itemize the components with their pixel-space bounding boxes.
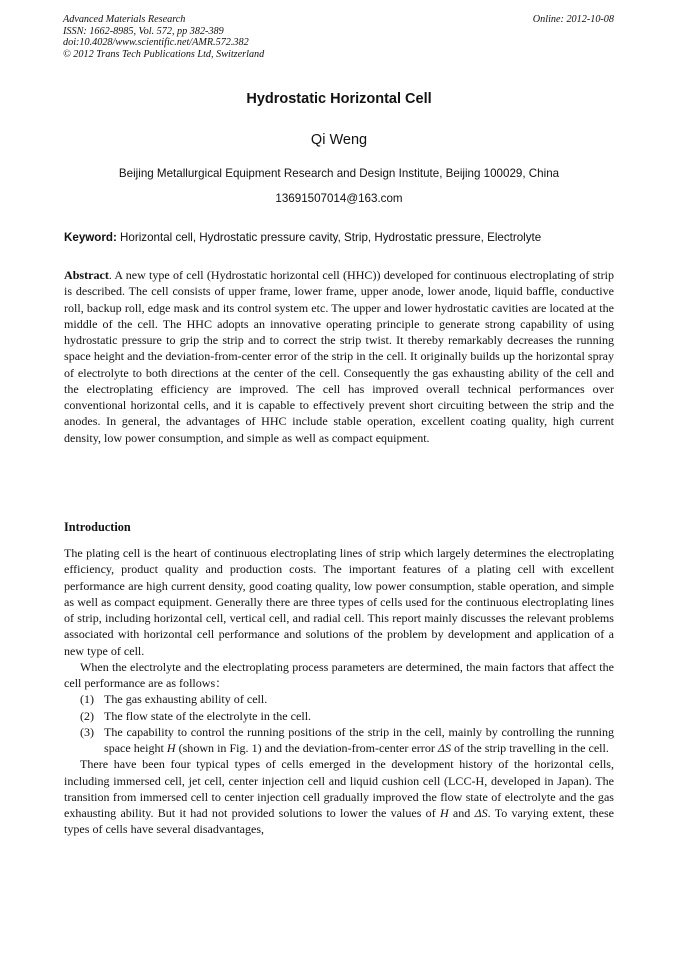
journal-name: Advanced Materials Research [63, 14, 186, 25]
journal-info [63, 14, 614, 60]
abstract-label: Abstract [64, 268, 109, 282]
abstract [64, 267, 614, 446]
variable-h: H [439, 806, 449, 820]
doi-line: doi:10.4028/www.scientific.net/AMR.572.382 [63, 37, 249, 49]
list-item-text-b: (shown in Fig. 1) and the deviation-from-center error [175, 741, 438, 755]
paper-title: Hydrostatic Horizontal Cell [246, 91, 432, 107]
author-name: Qi Weng [310, 132, 368, 148]
list-item [64, 708, 614, 724]
variable-delta-s: ΔS [474, 806, 488, 820]
keywords-label: Keyword: [64, 231, 117, 244]
variable-h: H [166, 741, 176, 755]
copyright-line: © 2012 Trans Tech Publications Ltd, Switzerland [63, 48, 265, 60]
keywords-text: Horizontal cell, Hydrostatic pressure cavity, Strip, Hydrostatic pressure, Electrolyte [116, 231, 542, 244]
variable-delta-s: ΔS [437, 741, 451, 755]
issn-line: ISSN: 1662-8985, Vol. 572, pp 382-389 [63, 25, 224, 37]
p3-text-a: There have been four typical types of cells emerged in the development history of the horizontal cells, including immersed cell, jet cell, center injection cell and liquid cushion cell (LCC-H, developed in Japan). The transition from immersed cell to center injection cell gradually improved the flow state of electrolyte and the gas exhausting ability. But it had not provided solutions to lower the values of [64, 757, 614, 820]
list-item-number: (3) [80, 724, 95, 739]
list-item-text: The gas exhausting ability of cell. [104, 692, 268, 707]
p3-and: and [448, 806, 475, 820]
online-date: Online: 2012-10-08 [532, 14, 614, 25]
p3-text-b: . To varying extent, these types of cells have several disadvantages, [64, 806, 614, 837]
author-email: 13691507014@163.com [275, 192, 403, 205]
section-heading-introduction: Introduction [64, 520, 131, 534]
intro-paragraph-1: The plating cell is the heart of continuous electroplating lines of strip which largely determines the electroplating efficiency, product quality and production costs. The important features of a plating cell with excellent performance are high current density, good coating quality, low power consumption, stable operation, and simple as well as compact equipment. Generally there are three types of cells used for the continuous electroplating lines of strip, including horizontal cell, vertical cell, and radial cell. This report mainly discusses the relevant problems associated with horizontal cell performance and solutions of the problem by development and application of a new type of cell. [64, 546, 614, 658]
list-item-text: The flow state of the electrolyte in the cell. [104, 708, 312, 723]
list-item-number: (1) [80, 692, 95, 707]
abstract-text: . A new type of cell (Hydrostatic horizontal cell (HHC)) developed for continuous electroplating of strip is described. The cell consists of upper frame, lower frame, upper anode, lower anode, liquid baffle, conductive roll, backup roll, edge mask and its control system etc. The upper and lower hydrostatic cavities are located at the middle of the cell. The HHC adopts an innovative operating principle to generate strong capability of using hydrostatic pressure to grip the strip and to correct the strip twist. It thereby remarkably decreases the running space height and the deviation-from-center error of the strip in the cell. It originally builds up the horizontal spray of electrolyte to both directions at the center of the cell. Consequently the gas exhausting ability of the cell and the electroplating efficiency are improved. The cell has improved overall technical performances over conventional horizontal cells, and it is capable to effectively prevent short circuiting between the strip and the anodes. In general, the advantages of HHC include stable operation, excellent coating quality, high current density, low power consumption, and simple as well as compact equipment. [64, 268, 614, 445]
introduction-body [64, 545, 614, 838]
list-item-number: (2) [80, 708, 95, 723]
list-item [64, 691, 614, 707]
list-item [64, 724, 614, 757]
intro-paragraph-2: When the electrolyte and the electroplating process parameters are determined, the main factors that affect the cell performance are as follows： [64, 659, 614, 690]
intro-paragraph-3 [64, 756, 614, 837]
affiliation: Beijing Metallurgical Equipment Research and Design Institute, Beijing 100029, China [118, 167, 560, 180]
list-item-text-a: The capability to control the running positions of the strip in the cell, mainly by controlling the running space height [104, 724, 614, 755]
running-header [63, 14, 614, 60]
list-item-text-c: of the strip travelling in the cell. [450, 741, 609, 755]
factor-list [64, 691, 614, 756]
keywords [64, 231, 616, 244]
